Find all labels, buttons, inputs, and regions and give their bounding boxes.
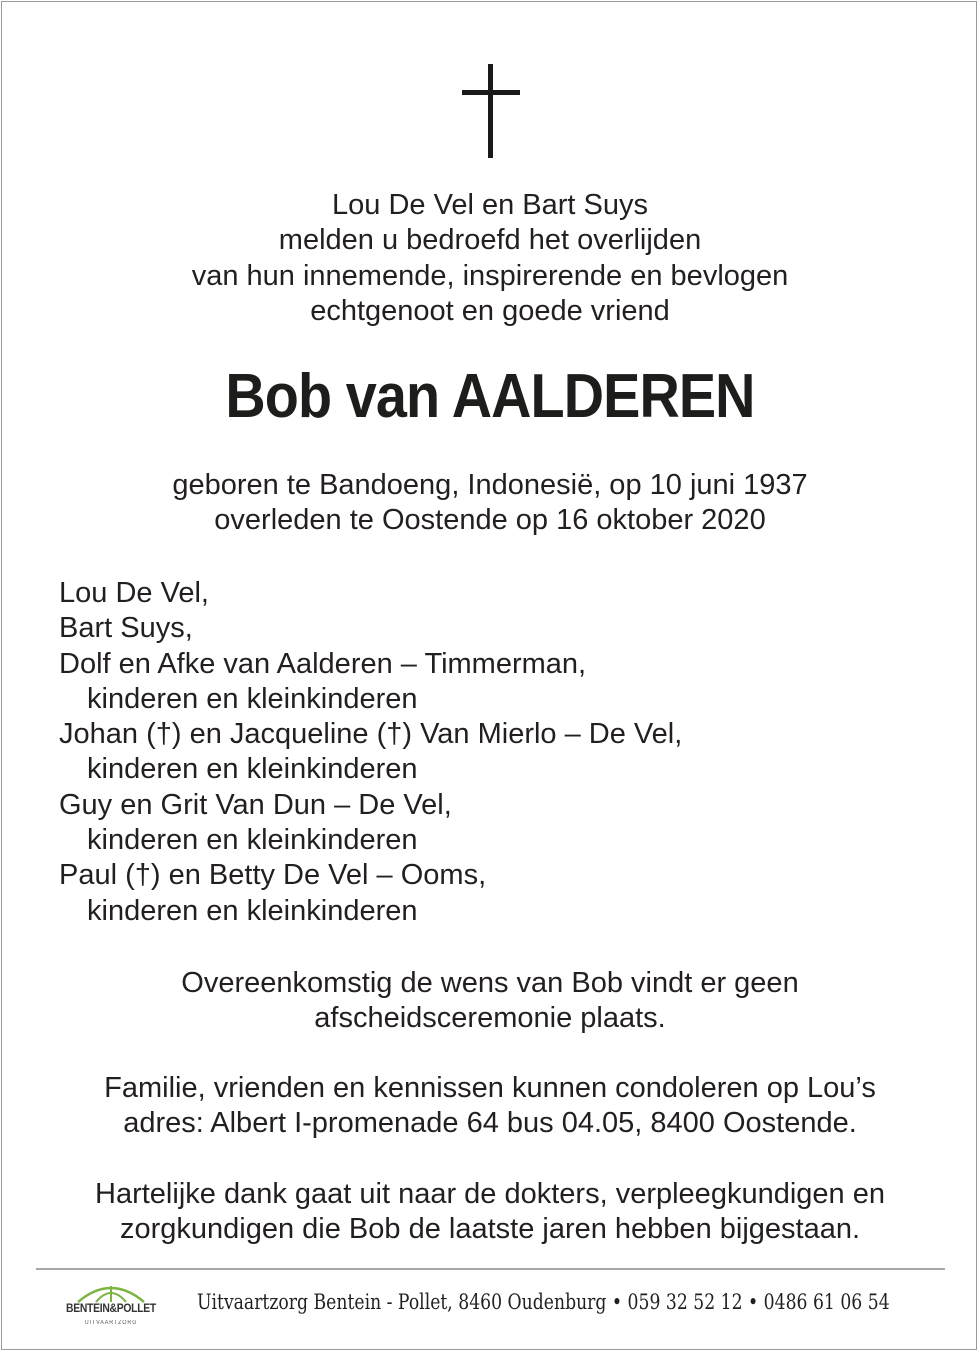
death-line: overleden te Oostende op 16 oktober 2020 — [214, 504, 766, 537]
footer-divider — [36, 1268, 945, 1270]
wish-line: Overeenkomstig de wens van Bob vindt er geen — [181, 967, 799, 999]
thanks-line: Hartelijke dank gaat uit naar de dokters, verpleegkundigen en — [95, 1178, 885, 1210]
wish-paragraph — [0, 966, 980, 1037]
family-subline: kinderen en kleinkinderen — [87, 894, 418, 927]
logo-subtitle: UITVAARTZORG — [84, 1320, 138, 1326]
family-line: Dolf en Afke van Aalderen – Timmerman, — [59, 647, 587, 680]
condolence-line: adres: Albert I-promenade 64 bus 04.05, 8400 Oostende. — [123, 1107, 857, 1140]
family-line: Paul (†) en Betty De Vel – Ooms, — [59, 859, 487, 892]
condolence-line: Familie, vrienden en kennissen kunnen condoleren op Lou’s — [104, 1072, 876, 1104]
family-line: Bart Suys, — [59, 612, 193, 645]
arch-icon — [74, 1280, 148, 1304]
intro-line: melden u bedroefd het overlijden — [278, 224, 702, 257]
logo-name: BENTEIN&POLLET — [66, 1303, 156, 1315]
funeral-home-contact: Uitvaartzorg Bentein - Pollet, 8460 Oudenburg • 059 32 52 12 • 0486 61 06 54 — [197, 1290, 890, 1314]
intro-line: van hun innemende, inspirerende en bevlogen — [191, 259, 789, 292]
family-list — [59, 576, 682, 929]
life-dates — [0, 468, 980, 539]
intro-line: echtgenoot en goede vriend — [310, 294, 670, 327]
cross-icon — [462, 64, 520, 158]
family-subline: kinderen en kleinkinderen — [87, 824, 418, 857]
thanks-line: zorgkundigen die Bob de laatste jaren hebben bijgestaan. — [119, 1213, 861, 1246]
intro-text — [0, 188, 980, 329]
family-line: Lou De Vel, — [59, 577, 209, 609]
thanks-paragraph — [0, 1177, 980, 1248]
intro-line: Lou De Vel en Bart Suys — [332, 189, 648, 221]
family-line: Johan (†) en Jacqueline (†) Van Mierlo – De Vel, — [59, 718, 683, 751]
wish-line: afscheidsceremonie plaats. — [314, 1002, 666, 1035]
deceased-name: Bob van AALDEREN — [225, 362, 755, 431]
family-subline: kinderen en kleinkinderen — [87, 753, 418, 786]
condolence-paragraph — [0, 1071, 980, 1142]
birth-line: geboren te Bandoeng, Indonesië, op 10 juni 1937 — [172, 469, 808, 501]
family-line: Guy en Grit Van Dun – De Vel, — [59, 788, 452, 821]
funeral-home-logo — [60, 1280, 162, 1330]
family-subline: kinderen en kleinkinderen — [87, 682, 418, 715]
